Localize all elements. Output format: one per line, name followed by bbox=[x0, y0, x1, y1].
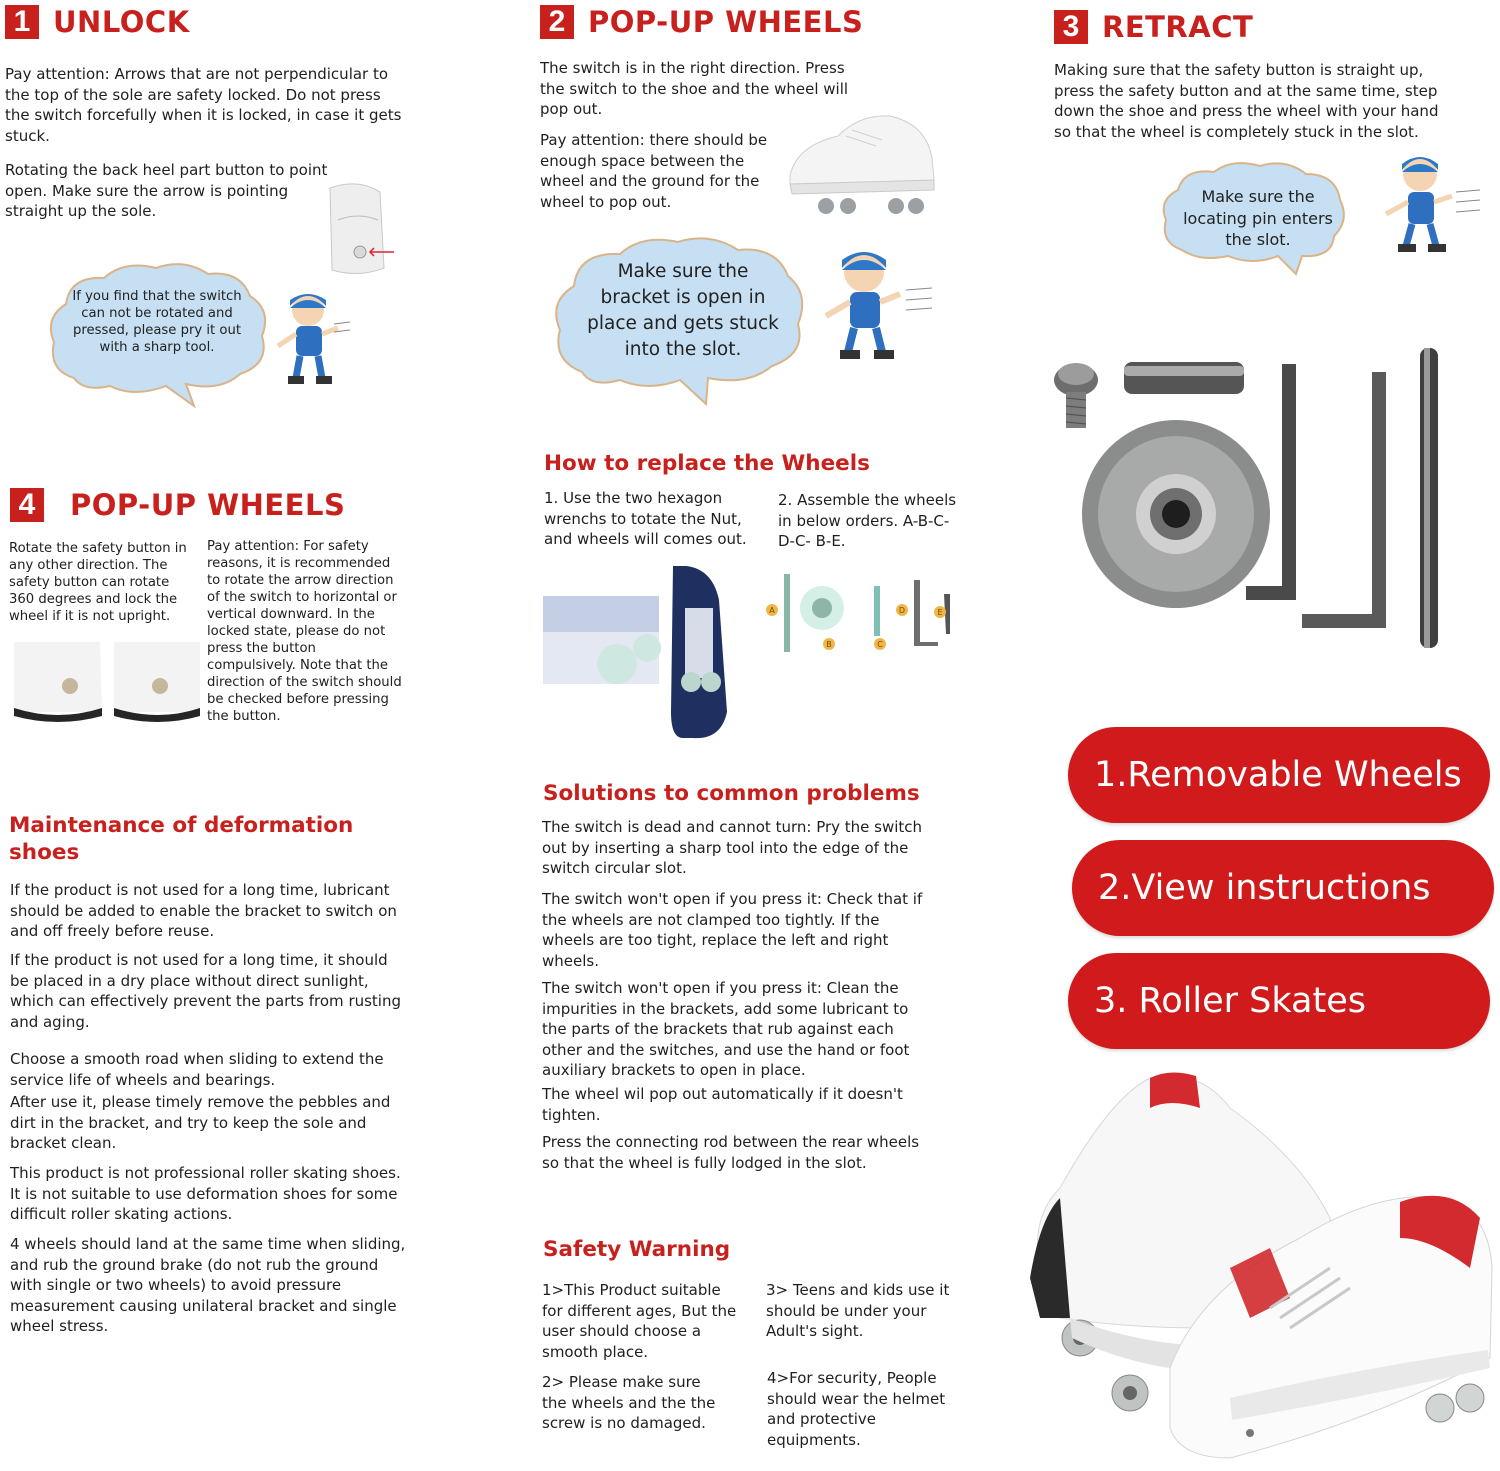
cloud-3-text: Make sure the locating pin enters the slot. bbox=[1183, 187, 1333, 249]
step-3-number: 3 bbox=[1054, 10, 1088, 44]
feature-pill-removable-wheels bbox=[1068, 727, 1490, 823]
replace-step-2: 2. Assemble the wheels in below orders. A-B-C-D-C- B-E. bbox=[778, 491, 957, 550]
step-4-number: 4 bbox=[10, 488, 44, 522]
solution-item-5: Press the connecting rod between the rear wheels so that the wheel is fully lodged in the slot. bbox=[542, 1133, 920, 1172]
step-4-title: POP-UP WHEELS bbox=[70, 488, 346, 522]
step-1-title: UNLOCK bbox=[53, 5, 190, 39]
roller-skate-shoes-image bbox=[1000, 1068, 1496, 1468]
feature-pill-2-label: 2.View instructions bbox=[1098, 868, 1431, 908]
replace-wheels-title: How to replace the Wheels bbox=[544, 451, 870, 476]
solution-item-1: The switch is dead and cannot turn: Pry the switch out by inserting a sharp tool into the edge of the switch circular slot. bbox=[542, 818, 923, 877]
step-3-title: RETRACT bbox=[1102, 10, 1254, 44]
part-label-a: A bbox=[769, 606, 775, 615]
shoe-heel-image bbox=[318, 180, 398, 280]
wheel-parts-image bbox=[1050, 344, 1470, 660]
step-2-text-1: The switch is in the right direction. Press the switch to the shoe and the wheel will pop out. bbox=[540, 59, 849, 118]
solution-item-2: The switch won't open if you press it: Check that if the wheels are not clamped too tightly. If the wheels are too tight, replace the left and right wheels. bbox=[542, 890, 923, 970]
maintenance-item-2: If the product is not used for a long time, it should be placed in a dry place without direct sunlight, which can effectively prevent the parts from rusting and aging. bbox=[10, 951, 402, 1031]
step-1-text-1: Pay attention: Arrows that are not perpendicular to the top of the sole are safety locked. Do not press the switch forcefully when it is locked, in case it gets stuck. bbox=[5, 65, 402, 145]
maintenance-item-1: If the product is not used for a long time, lubricant should be added to enable the bracket to switch on and off freely before reuse. bbox=[10, 881, 397, 940]
safety-button-image bbox=[10, 638, 202, 722]
maintenance-item-5: This product is not professional roller skating shoes. It is not suitable to use deformation shoes for some difficult roller skating actions. bbox=[10, 1164, 401, 1223]
replace-step-1: 1. Use the two hexagon wrenchs to totate the Nut, and wheels will comes out. bbox=[544, 489, 747, 548]
wheel-assembly-order-diagram bbox=[762, 572, 962, 656]
step-1-number: 1 bbox=[5, 5, 39, 39]
step-4-right-text: Pay attention: For safety reasons, it is recommended to rotate the arrow direction of the switch to horizontal or vertical downward. In the locked state, please do not press the button compulsively. Note that the direction of the switch should be checked before pressing the button. bbox=[207, 539, 402, 724]
maintenance-title: Maintenance of deformation shoes bbox=[9, 813, 354, 865]
cloud-2-text: Make sure the bracket is open in place and gets stuck into the slot. bbox=[587, 261, 779, 360]
step-2-title: POP-UP WHEELS bbox=[588, 5, 864, 39]
feature-pill-roller-skates bbox=[1068, 953, 1490, 1049]
part-label-e: E bbox=[937, 608, 943, 617]
skater-kid-illustration-3 bbox=[1380, 152, 1484, 264]
maintenance-item-6: 4 wheels should land at the same time when sliding, and rub the ground brake (do not rub the ground with single or two wheels) to avoid pressure measurement causing unilateral bracket and single wheel stress. bbox=[10, 1235, 406, 1335]
wheel-removal-image bbox=[543, 566, 743, 740]
safety-item-2: 2> Please make sure the wheels and the the screw is no damaged. bbox=[542, 1373, 716, 1432]
feature-pill-3-label: 3. Roller Skates bbox=[1094, 981, 1366, 1021]
part-label-b: B bbox=[826, 640, 832, 649]
solution-item-4: The wheel wil pop out automatically if it doesn't tighten. bbox=[542, 1085, 903, 1124]
feature-pill-view-instructions bbox=[1072, 840, 1494, 936]
step-1-header bbox=[5, 5, 190, 39]
step-2-header bbox=[540, 5, 863, 39]
solutions-title: Solutions to common problems bbox=[543, 781, 920, 806]
step-1-text-2: Rotating the back heel part button to point open. Make sure the arrow is pointing straight up the sole. bbox=[5, 161, 328, 220]
step-4-left-text: Rotate the safety button in any other direction. The safety button can rotate 360 degrees and lock the wheel if it is not upright. bbox=[9, 541, 187, 624]
cloud-1-text: If you find that the switch can not be rotated and pressed, please pry it out with a sharp tool. bbox=[72, 289, 242, 355]
step-3-text-1: Making sure that the safety button is straight up, press the safety button and at the same time, step down the shoe and press the wheel with your hand so that the wheel is completely stuck in the slot. bbox=[1054, 61, 1439, 141]
safety-item-1: 1>This Product suitable for different ages, But the user should choose a smooth place. bbox=[542, 1281, 737, 1361]
part-label-c: C bbox=[877, 640, 883, 649]
step-4-header bbox=[10, 488, 345, 522]
maintenance-item-4: After use it, please timely remove the pebbles and dirt in the bracket, and try to keep the sole and bracket clean. bbox=[10, 1093, 391, 1152]
solution-item-3: The switch won't open if you press it: Clean the impurities in the brackets, add some lubricant to the parts of the brackets that rub against each other and the switches, and use the hand or foot auxiliary brackets to open in place. bbox=[542, 979, 910, 1079]
part-label-d: D bbox=[898, 606, 906, 615]
skater-kid-illustration-1 bbox=[272, 288, 352, 392]
skater-kid-illustration-2 bbox=[818, 246, 936, 370]
step-3-header bbox=[1054, 10, 1253, 44]
safety-item-4: 4>For security, People should wear the helmet and protective equipments. bbox=[767, 1369, 946, 1449]
feature-pill-1-label: 1.Removable Wheels bbox=[1094, 755, 1462, 795]
shoe-pop-up-image bbox=[786, 106, 938, 222]
step-2-text-2: Pay attention: there should be enough space between the wheel and the ground for the wheel to pop out. bbox=[540, 131, 768, 211]
step-2-number: 2 bbox=[540, 5, 574, 39]
safety-title: Safety Warning bbox=[543, 1237, 731, 1262]
maintenance-item-3: Choose a smooth road when sliding to extend the service life of wheels and bearings. bbox=[10, 1050, 384, 1089]
safety-item-3: 3> Teens and kids use it should be under your Adult's sight. bbox=[766, 1281, 950, 1340]
